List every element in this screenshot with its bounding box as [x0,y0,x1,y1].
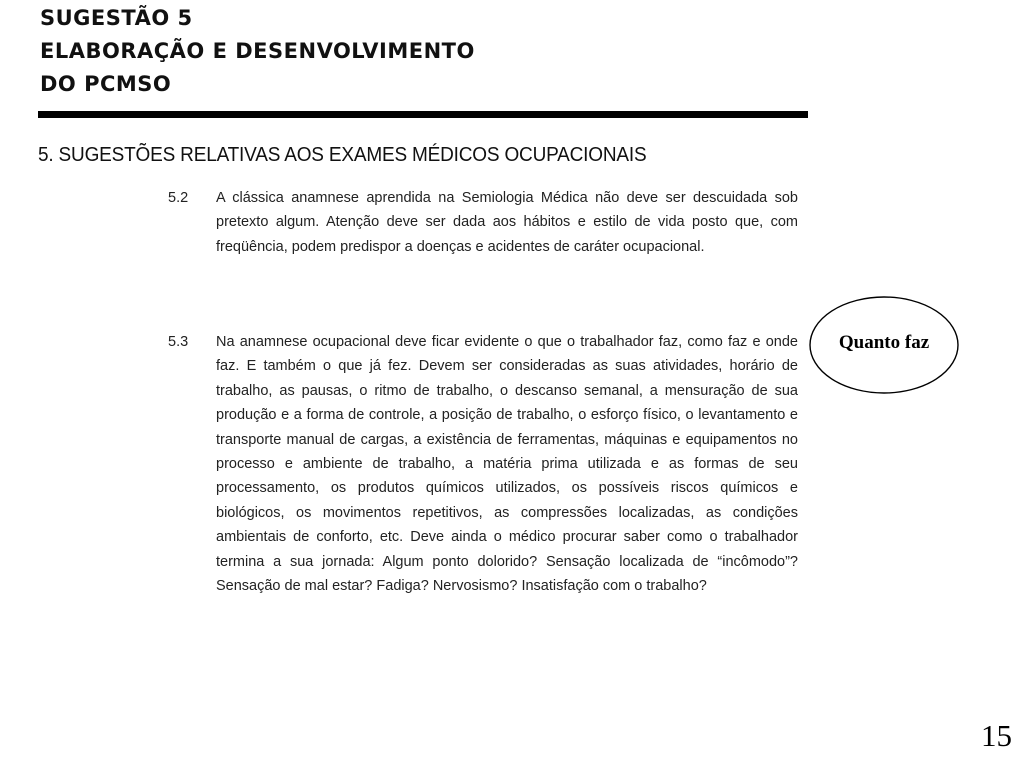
page-number: 15 [981,718,1012,753]
paragraph-item [168,330,808,598]
header-divider [38,111,808,118]
document-title [40,2,475,101]
title-line-1: SUGESTÃO 5 [40,6,193,30]
paragraph-item [168,186,808,259]
paragraph-number: 5.2 [168,190,189,206]
title-line-3: DO PCMSO [40,72,172,96]
title-line-2: ELABORAÇÃO E DESENVOLVIMENTO [40,39,475,63]
callout-label: Quanto faz [838,332,930,353]
callout-annotation [808,295,960,395]
paragraph-number: 5.3 [168,334,189,350]
paragraph-text: Na anamnese ocupacional deve ficar evidente o que o trabalhador faz, como faz e onde faz. E também o que já fez. Devem ser consideradas as suas atividades, horário de trabalho, as pausas, o ritmo de trabalho, o descanso semanal, a mensuração de sua produção e a forma de controle, a posição de trabalho, o esforço físico, o levantamento e transporte manual de cargas, a existência de ferramentas, máquinas e equipamentos no processo e ambiente de trabalho, a matéria prima utilizada e as formas de seu processamento, os produtos químicos utilizados, os possíveis riscos químicos e biológicos, os movimentos repetitivos, as compressões localizadas, as condições ambientais de conforto, etc. Deve ainda o médico procurar saber como o trabalhador termina a sua jornada: Algum ponto dolorido? Sensação localizada de “incômodo”? Sensação de mal estar? Fadiga? Nervosismo? Insatisfação com o trabalho? [216,334,798,595]
paragraph-text: A clássica anamnese aprendida na Semiologia Médica não deve ser descuidada sob pretexto algum. Atenção deve ser dada aos hábitos e estilo de vida posto que, com freqüência, podem predispor a doenças e acidentes de caráter ocupacional. [216,190,798,255]
section-heading: 5. SUGESTÕES RELATIVAS AOS EXAMES MÉDICOS OCUPACIONAIS [38,144,647,166]
